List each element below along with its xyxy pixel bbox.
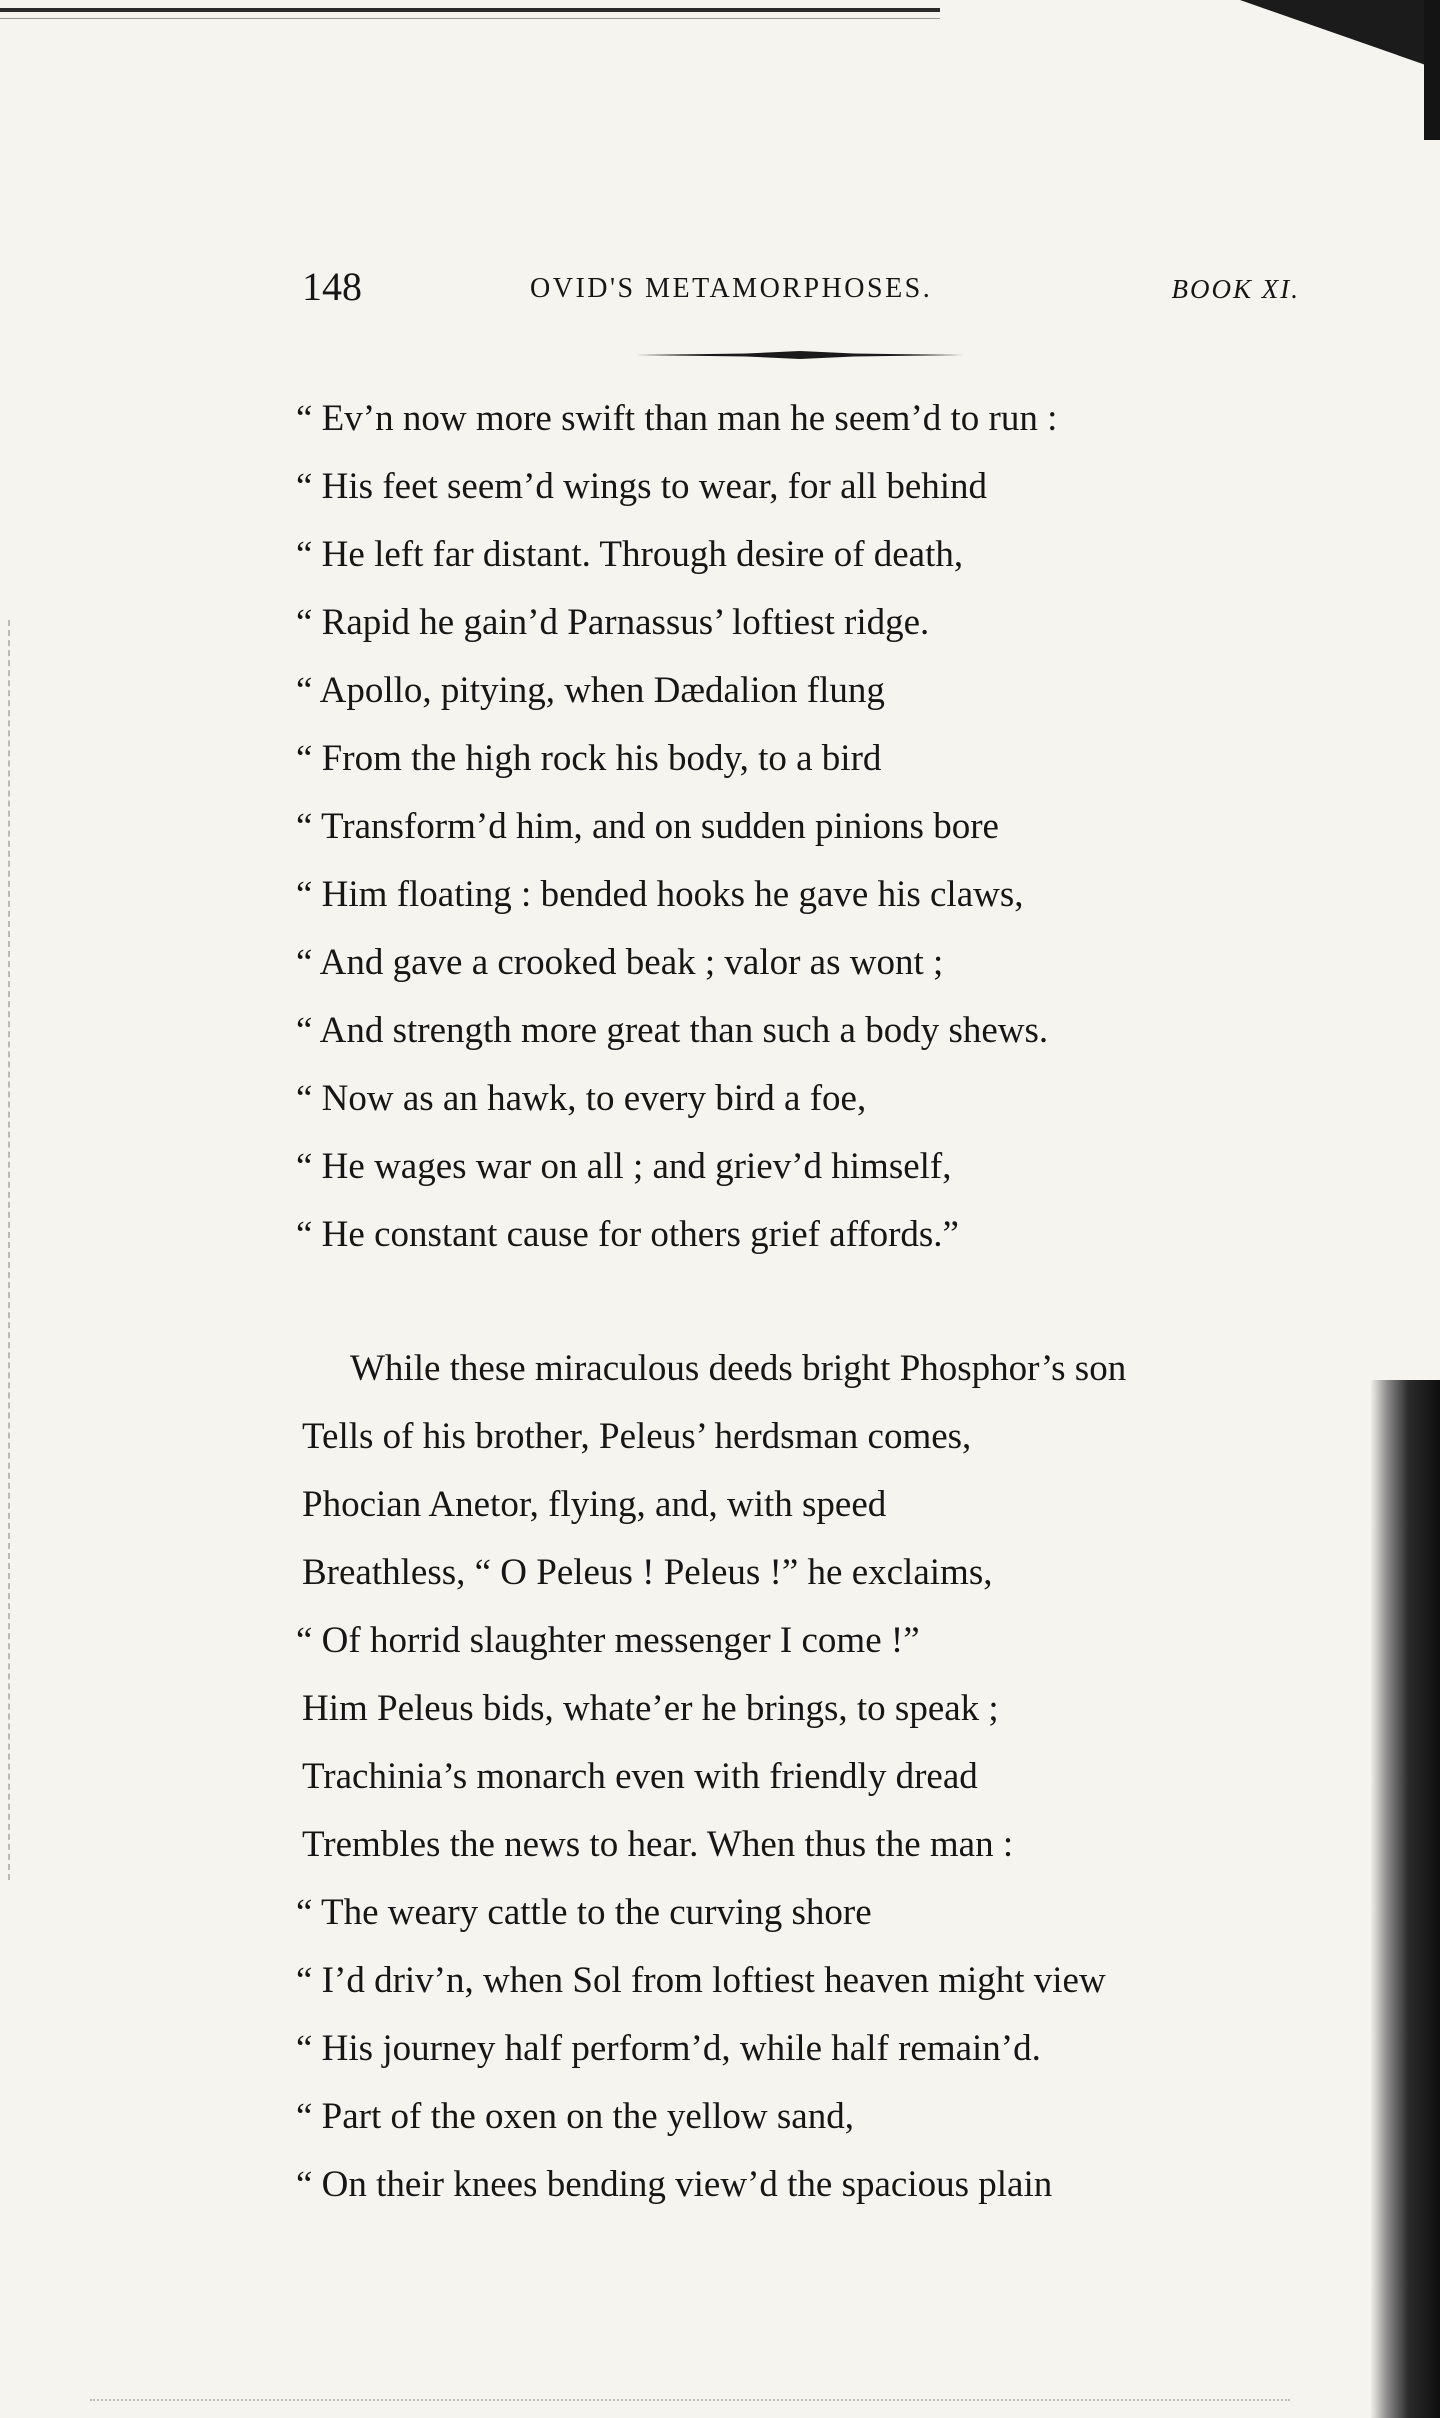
verse-line: “ From the high rock his body, to a bird bbox=[296, 738, 882, 779]
verse-line: Breathless, “ O Peleus ! Peleus !” he exclaims, bbox=[302, 1552, 993, 1593]
verse-line: “ Now as an hawk, to every bird a foe, bbox=[296, 1078, 867, 1119]
verse-line: “ Rapid he gain’d Parnassus’ loftiest ridge. bbox=[296, 602, 930, 643]
verse-line: “ Ev’n now more swift than man he seem’d to run : bbox=[296, 398, 1058, 439]
page-number: 148 bbox=[302, 264, 362, 309]
verse-line: “ He left far distant. Through desire of death, bbox=[296, 534, 964, 575]
ornament-rule-shape bbox=[636, 351, 964, 359]
running-head bbox=[302, 262, 1300, 312]
verse-line: “ His feet seem’d wings to wear, for all behind bbox=[296, 466, 988, 507]
verse-line: Trembles the news to hear. When thus the man : bbox=[302, 1824, 1014, 1865]
verse-line: “ I’d driv’n, when Sol from loftiest heaven might view bbox=[296, 1960, 1106, 2001]
page-top-edge-thin bbox=[0, 18, 940, 19]
verse-line: Him Peleus bids, whate’er he brings, to speak ; bbox=[302, 1688, 999, 1729]
scan-bottom-speckle bbox=[90, 2399, 1290, 2404]
verse-line: Trachinia’s monarch even with friendly dread bbox=[302, 1756, 978, 1797]
verse-line: “ He wages war on all ; and griev’d himself, bbox=[296, 1146, 952, 1187]
running-title: OVID'S METAMORPHOSES. bbox=[530, 273, 933, 304]
verse-line: “ And gave a crooked beak ; valor as wont ; bbox=[296, 942, 944, 983]
verse-line: “ Part of the oxen on the yellow sand, bbox=[296, 2096, 854, 2137]
verse-line: “ And strength more great than such a body shews. bbox=[296, 1010, 1049, 1051]
scan-corner-shadow bbox=[1240, 0, 1440, 70]
page-top-edge bbox=[0, 8, 940, 12]
verse-line: “ He constant cause for others grief affords.” bbox=[296, 1214, 959, 1255]
verse-line: “ Apollo, pitying, when Dædalion flung bbox=[296, 670, 885, 711]
verse-line: “ His journey half perform’d, while half remain’d. bbox=[296, 2028, 1041, 2069]
verse-line: While these miraculous deeds bright Phosphor’s son bbox=[350, 1348, 1127, 1389]
scan-margin-marks bbox=[8, 620, 13, 1880]
scan-corner-bar bbox=[1424, 0, 1440, 140]
verse-line: “ The weary cattle to the curving shore bbox=[296, 1892, 872, 1933]
verse-line: “ Of horrid slaughter messenger I come !” bbox=[296, 1620, 920, 1661]
verse-line: Phocian Anetor, flying, and, with speed bbox=[302, 1484, 887, 1525]
verse-line: “ On their knees bending view’d the spacious plain bbox=[296, 2164, 1053, 2205]
verse-line: “ Transform’d him, and on sudden pinions bore bbox=[296, 806, 999, 847]
verse-line: Tells of his brother, Peleus’ herdsman comes, bbox=[302, 1416, 972, 1457]
scan-binding-shadow bbox=[1370, 1380, 1440, 2418]
verse-line: “ Him floating : bended hooks he gave his claws, bbox=[296, 874, 1024, 915]
ornament-rule bbox=[636, 351, 964, 359]
book-label: BOOK XI. bbox=[1171, 274, 1300, 304]
